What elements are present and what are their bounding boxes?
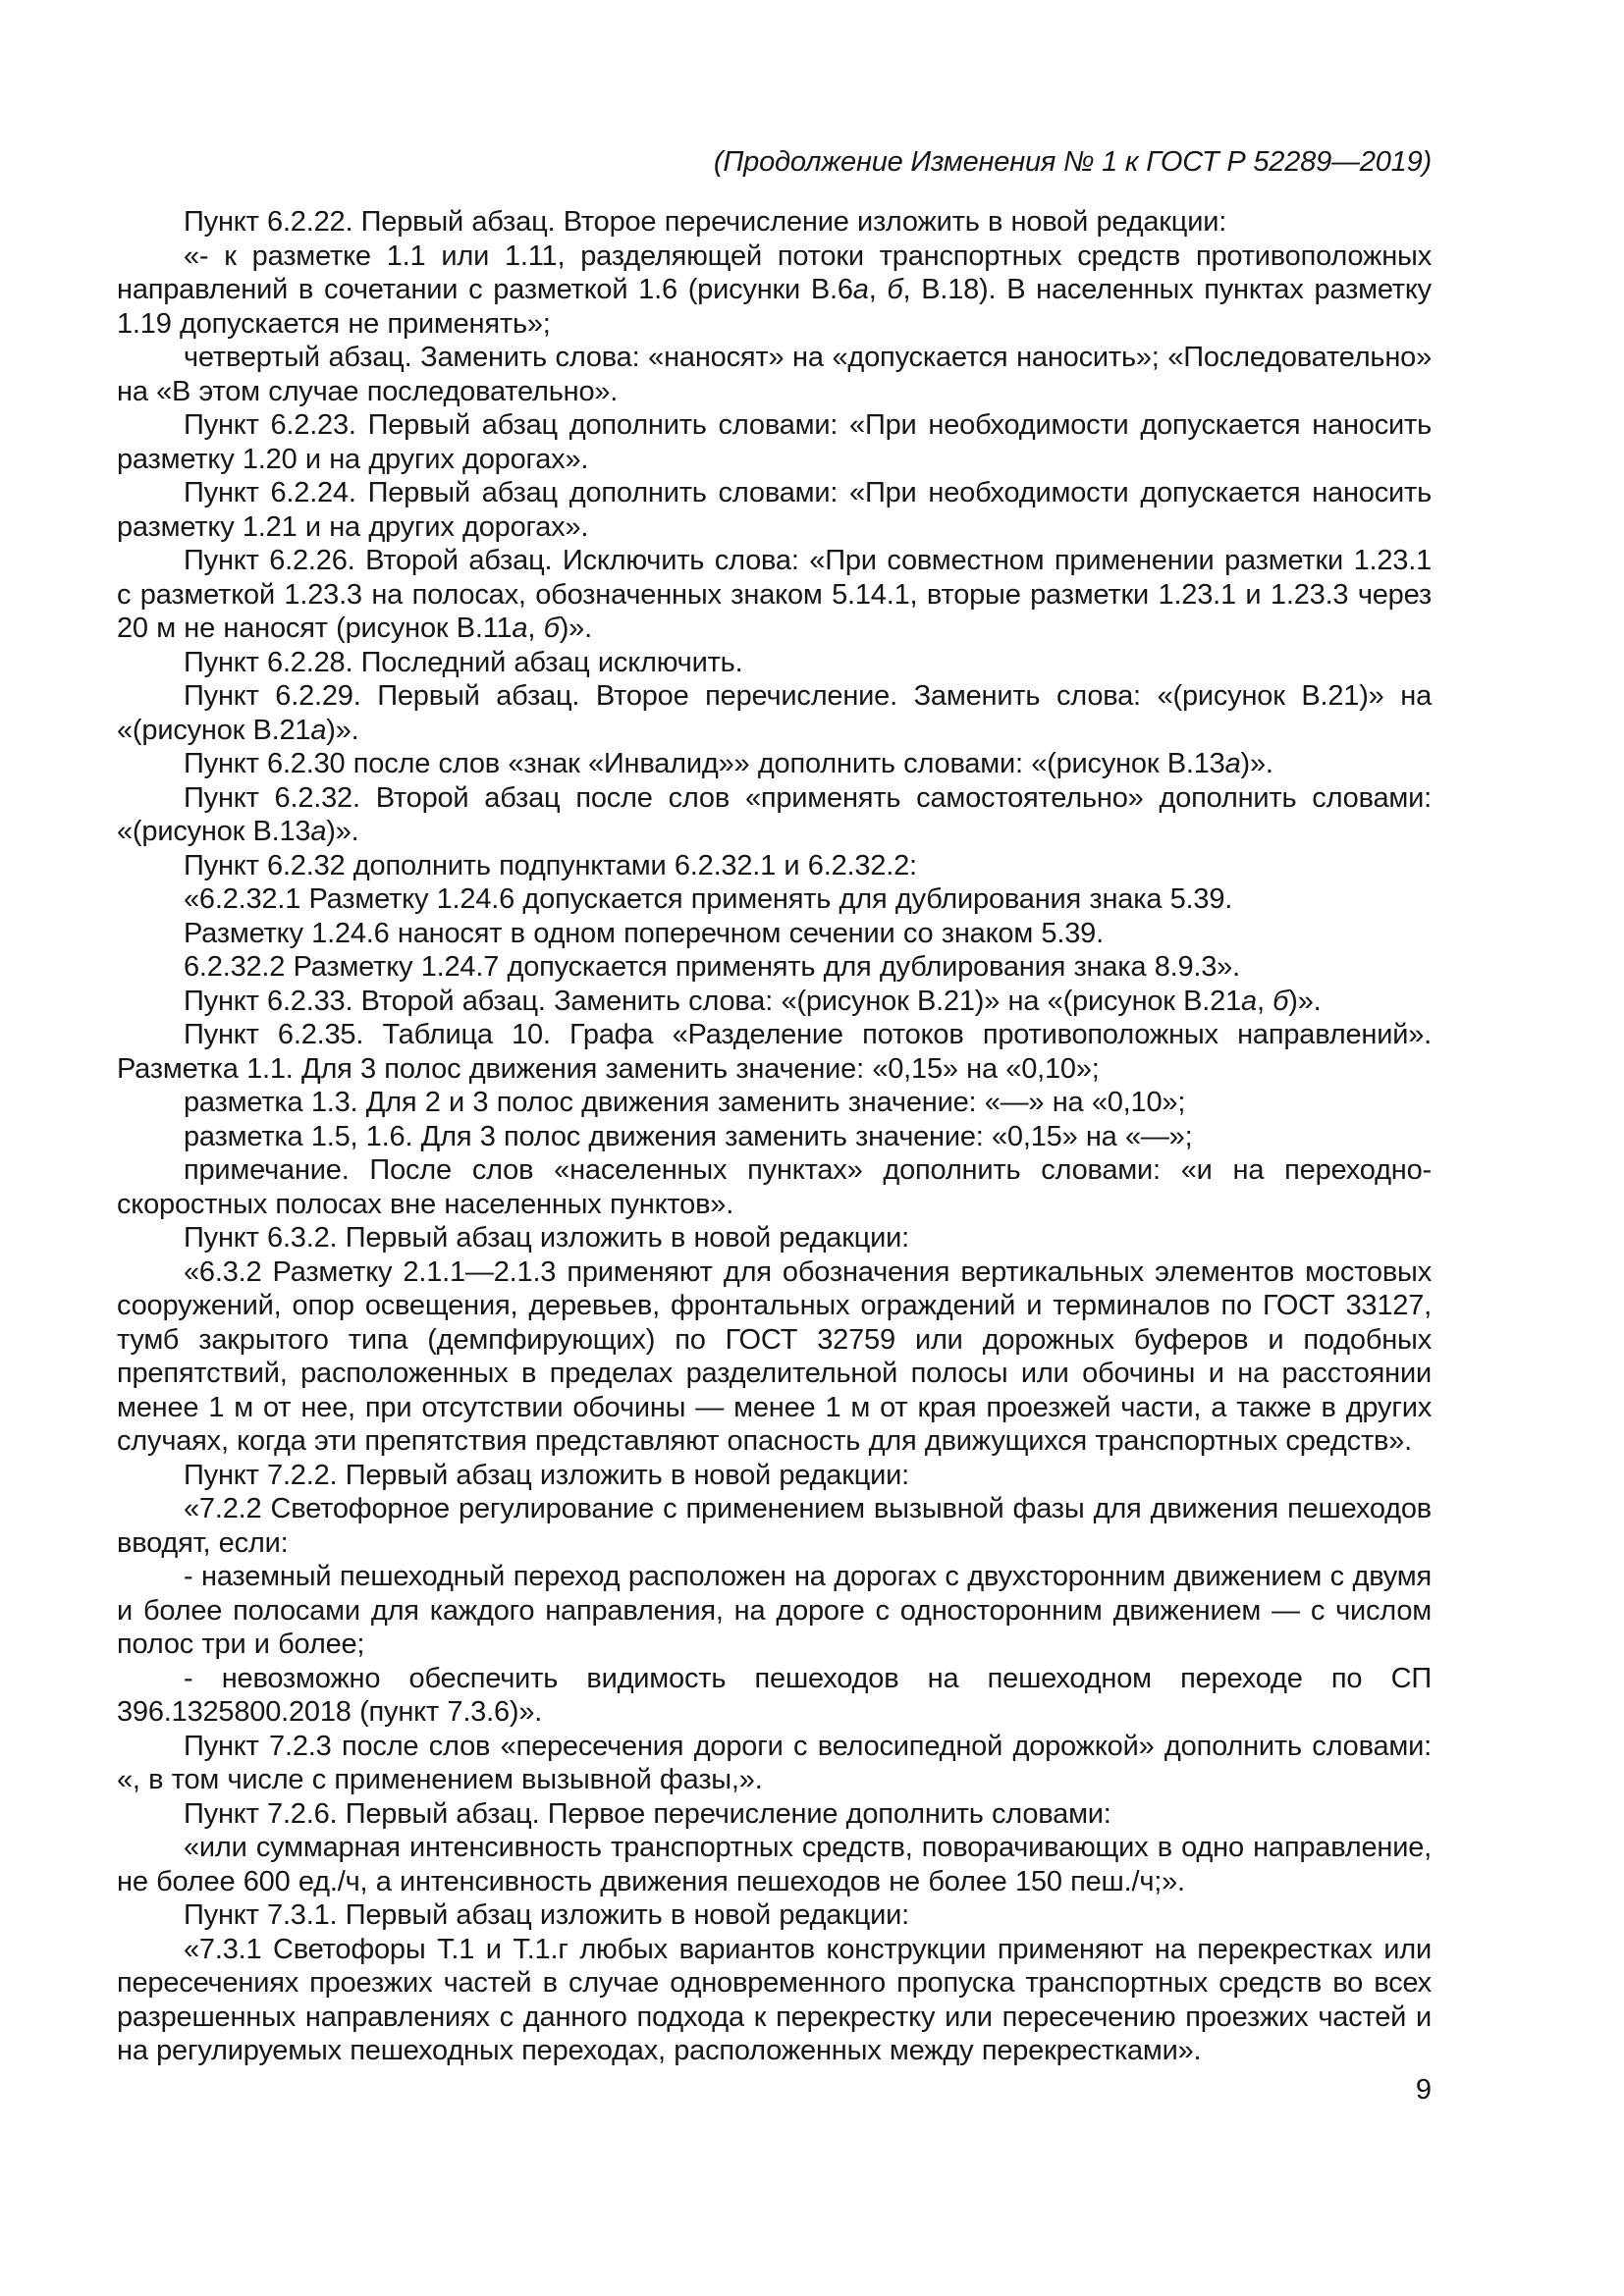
paragraph: Пункт 7.2.3 после слов «пересечения дороги с велосипедной дорожкой» дополнить словами: «, в том числе с применением вызывной фазы,».: [117, 1730, 1432, 1795]
paragraph: «6.3.2 Разметку 2.1.1—2.1.3 применяют для обозначения вертикальных элементов мостовых сооружений, опор освещения, деревьев, фронтальных ограждений и терминалов по ГОСТ 33127, тумб закрытого типа (демпфирующих) по ГОСТ 32759 или дорожных буферов и подобных препятствий, расположенных в пределах разделительной полосы или обочины и на расстоянии менее 1 м от нее, при отсутствии обочины — менее 1 м от края проезжей части, а также в других случаях, когда эти препятствия представляют опасность для движущихся транспортных средств».: [117, 1255, 1432, 1457]
italic-figure-letter: а: [1241, 985, 1257, 1017]
italic-figure-letter: б: [887, 274, 903, 305]
paragraph: «7.3.1 Светофоры Т.1 и Т.1.г любых вариантов конструкции применяют на перекрестках или пересечениях проезжих частей в случае одновременного пропуска транспортных средств во всех разрешенных направлениях с данного подхода к перекрестку или пересечению проезжих частей и на регулируемых пешеходных переходах, расположенных между перекрестками».: [117, 1933, 1432, 2066]
paragraph: разметка 1.5, 1.6. Для 3 полос движения заменить значение: «0,15» на «—»;: [184, 1120, 1193, 1152]
italic-figure-letter: б: [1272, 985, 1289, 1017]
paragraph: Пункт 6.2.30 после слов «знак «Инвалид»» дополнить словами: «(рисунок В.13а)».: [184, 748, 1273, 779]
paragraph: Разметку 1.24.6 наносят в одном поперечном сечении со знаком 5.39.: [184, 917, 1104, 949]
document-body: [117, 205, 1432, 2068]
italic-figure-letter: а: [310, 714, 327, 746]
paragraph: четвертый абзац. Заменить слова: «наносят» на «допускается наносить»; «Последовательно» на «В этом случае последовательно».: [117, 342, 1432, 407]
paragraph: 6.2.32.2 Разметку 1.24.7 допускается применять для дублирования знака 8.9.3».: [184, 951, 1240, 983]
italic-figure-letter: а: [512, 613, 528, 644]
paragraph: примечание. После слов «населенных пунктах» дополнить словами: «и на переходно-скоростных полосах вне населенных пунктов».: [117, 1154, 1432, 1220]
paragraph: Пункт 6.2.24. Первый абзац дополнить словами: «При необходимости допускается наносить разметку 1.21 и на других дорогах».: [117, 477, 1432, 543]
paragraph: Пункт 7.2.6. Первый абзац. Первое перечисление дополнить словами:: [184, 1797, 1111, 1830]
paragraph: Пункт 6.2.33. Второй абзац. Заменить слова: «(рисунок В.21)» на «(рисунок В.21а, б)».: [184, 985, 1322, 1017]
paragraph: Пункт 6.2.35. Таблица 10. Графа «Разделение потоков противоположных направлений». Разметка 1.1. Для 3 полос движения заменить значение: «0,15» на «0,10»;: [117, 1019, 1432, 1085]
paragraph: Пункт 6.2.28. Последний абзац исключить.: [184, 646, 743, 678]
paragraph: Пункт 6.3.2. Первый абзац изложить в новой редакции:: [184, 1222, 909, 1254]
paragraph: Пункт 6.2.23. Первый абзац дополнить словами: «При необходимости допускается наносить разметку 1.20 и на других дорогах».: [117, 409, 1432, 475]
paragraph: Пункт 6.2.26. Второй абзац. Исключить слова: «При совместном применении разметки 1.23.1 с разметкой 1.23.3 на полосах, обозначенных знаком 5.14.1, вторые разметки 1.23.1 и 1.23.3 через 20 м не наносят (рисунок В.11а, б)».: [117, 545, 1432, 644]
italic-figure-letter: а: [852, 274, 869, 305]
paragraph: Пункт 6.2.22. Первый абзац. Второе перечисление изложить в новой редакции:: [184, 206, 1227, 238]
paragraph: Пункт 7.3.1. Первый абзац изложить в новой редакции:: [184, 1899, 909, 1931]
page-number: 9: [1415, 2073, 1432, 2106]
paragraph: Пункт 6.2.32. Второй абзац после слов «применять самостоятельно» дополнить словами: «(рисунок В.13а)».: [117, 781, 1432, 847]
italic-figure-letter: б: [543, 613, 560, 644]
paragraph: Пункт 6.2.29. Первый абзац. Второе перечисление. Заменить слова: «(рисунок В.21)» на «(рисунок В.21а)».: [117, 680, 1432, 746]
paragraph: Пункт 6.2.32 дополнить подпунктами 6.2.32.1 и 6.2.32.2:: [184, 849, 917, 881]
paragraph: «или суммарная интенсивность транспортных средств, поворачивающих в одно направление, не более 600 ед./ч, а интенсивность движения пешеходов не более 150 пеш./ч;».: [117, 1832, 1432, 1897]
paragraph: «- к разметке 1.1 или 1.11, разделяющей потоки транспортных средств противоположных направлений в сочетании с разметкой 1.6 (рисунки В.6а, б, В.18). В населенных пунктах разметку 1.19 допускается не применять»;: [117, 240, 1432, 340]
paragraph: Пункт 7.2.2. Первый абзац изложить в новой редакции:: [184, 1459, 909, 1491]
paragraph: разметка 1.3. Для 2 и 3 полос движения заменить значение: «—» на «0,10»;: [184, 1087, 1186, 1118]
paragraph: - невозможно обеспечить видимость пешеходов на пешеходном переходе по СП 396.1325800.2018 (пункт 7.3.6)».: [117, 1662, 1432, 1728]
paragraph: «6.2.32.1 Разметку 1.24.6 допускается применять для дублирования знака 5.39.: [184, 883, 1233, 915]
paragraph: «7.2.2 Светофорное регулирование с применением вызывной фазы для движения пешеходов вводят, если:: [117, 1493, 1432, 1559]
italic-figure-letter: а: [1224, 748, 1241, 779]
italic-figure-letter: а: [310, 816, 327, 847]
running-title: (Продолжение Изменения № 1 к ГОСТ Р 52289—2019): [713, 146, 1432, 178]
paragraph: - наземный пешеходный переход расположен на дорогах с двухсторонним движением с двумя и более полосами для каждого направления, на дороге с односторонним движением — с числом полос три и более;: [117, 1561, 1432, 1660]
